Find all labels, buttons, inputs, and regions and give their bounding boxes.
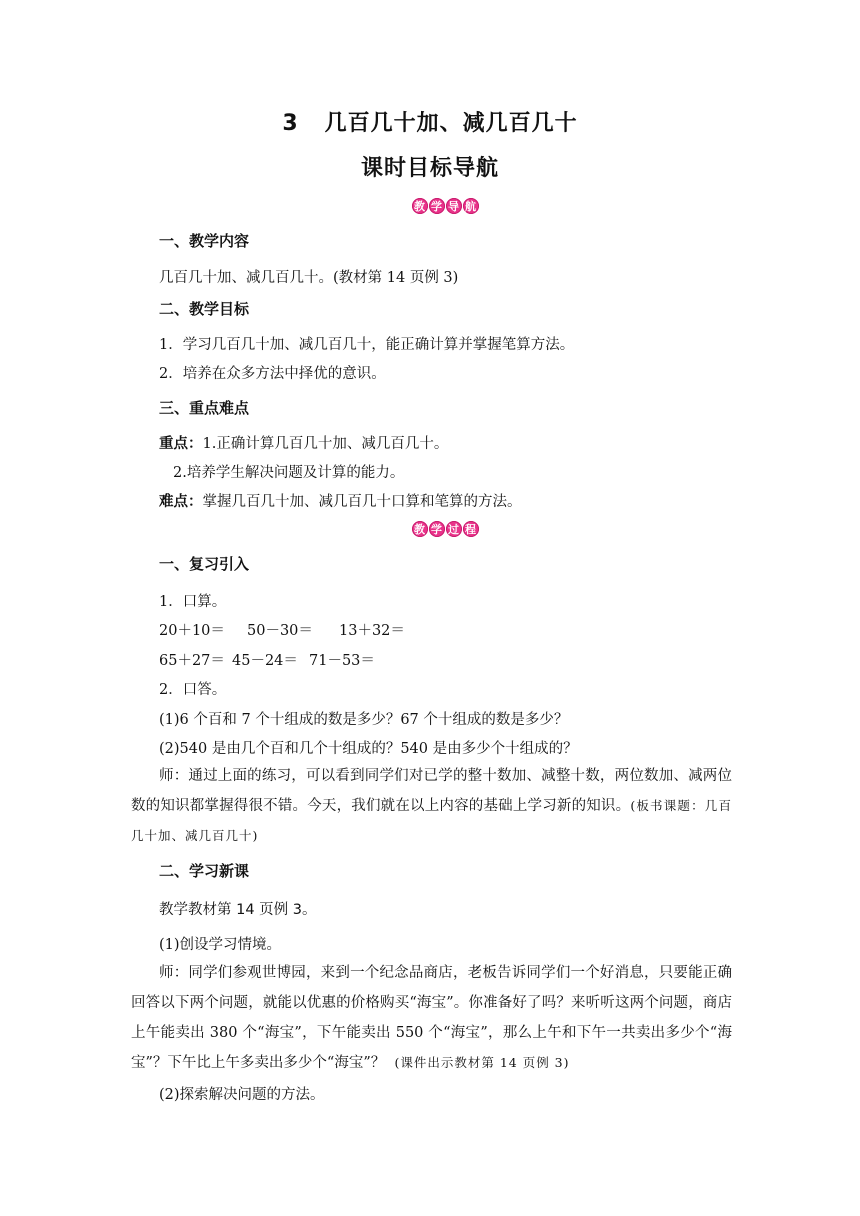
section-heading: 一、教学内容 [159, 232, 250, 250]
review-item: 2．口答。 [159, 682, 227, 698]
lesson-title [0, 106, 860, 137]
difficult-label: 难点： [159, 494, 203, 510]
goal-item: 1．学习几百几十加、减几百几十，能正确计算并掌握笔算方法。 [159, 337, 575, 353]
section-heading: 二、学习新课 [159, 862, 250, 880]
badge-char: 过 [446, 521, 462, 537]
page-subtitle: 课时目标导航 [360, 156, 499, 181]
section-heading: 三、重点难点 [159, 399, 250, 417]
calc-row [159, 649, 375, 670]
section-heading: 二、教学目标 [159, 300, 250, 318]
new-lesson-intro: 教学教材第 14 页例 3。 [159, 902, 317, 918]
lesson-title-text: 几百几十加、减几百几十 [324, 111, 578, 136]
courseware-note: (课件出示教材第 14 页例 3) [394, 1055, 570, 1070]
difficult-point [159, 490, 522, 511]
question: (1)6 个百和 7 个十组成的数是多少？67 个十组成的数是多少？ [159, 712, 569, 728]
teacher-paragraph [131, 958, 732, 1078]
key-point: 2.培养学生解决问题及计算的能力。 [173, 465, 405, 481]
calc-row [159, 619, 405, 640]
badge-char: 导 [446, 198, 462, 214]
calc-expr: 50－30＝ [247, 623, 313, 639]
goal-item: 2．培养在众多方法中择优的意识。 [159, 366, 386, 382]
review-item: 1．口算。 [159, 594, 227, 610]
key-text: 1.正确计算几百几十加、减几百几十。 [202, 436, 449, 452]
key-label: 重点： [159, 436, 203, 452]
badge-char: 学 [429, 198, 445, 214]
key-point [159, 432, 448, 453]
teaching-nav-badge [410, 197, 480, 215]
teaching-process-badge [410, 520, 480, 538]
step-item: (1)创设学习情境。 [159, 937, 282, 953]
badge-char: 教 [412, 521, 428, 537]
badge-char: 教 [412, 198, 428, 214]
board-note: (板书课题：几百几十加、减几百几十) [131, 798, 732, 843]
difficult-text: 掌握几百几十加、减几百几十口算和笔算的方法。 [202, 494, 522, 510]
badge-char: 学 [429, 521, 445, 537]
lesson-number: 3 [282, 111, 299, 136]
calc-expr: 65＋27＝ [159, 653, 225, 669]
content-text: 几百几十加、减几百几十。(教材第 14 页例 3) [159, 270, 459, 286]
teacher-paragraph [131, 761, 732, 851]
section-heading: 一、复习引入 [159, 555, 250, 573]
teacher-text: 师：同学们参观世博园，来到一个纪念品商店，老板告诉同学们一个好消息，只要能正确回答以下两个问题，就能以优惠的价格购买“海宝”。你准备好了吗？来听听这两个问题，商店上午能卖出 380 个“海宝”，下午能卖出 550 个“海宝”，那么上午和下午一共卖出多少个“海宝”？下午比上午多卖出多少个“海宝”？ [131, 965, 732, 1071]
step-item: (2)探索解决问题的方法。 [159, 1087, 325, 1103]
calc-expr: 20＋10＝ [159, 623, 225, 639]
question: (2)540 是由几个百和几个十组成的？540 是由多少个十组成的？ [159, 741, 578, 757]
calc-expr: 13＋32＝ [339, 623, 405, 639]
calc-expr: 71－53＝ [309, 653, 375, 669]
badge-char: 程 [463, 521, 479, 537]
calc-expr: 45－24＝ [232, 653, 298, 669]
badge-char: 航 [463, 198, 479, 214]
teacher-text: 师：通过上面的练习，可以看到同学们对已学的整十数加、减整十数，两位数加、减两位数的知识都掌握得很不错。今天，我们就在以上内容的基础上学习新的知识。 [131, 768, 732, 814]
